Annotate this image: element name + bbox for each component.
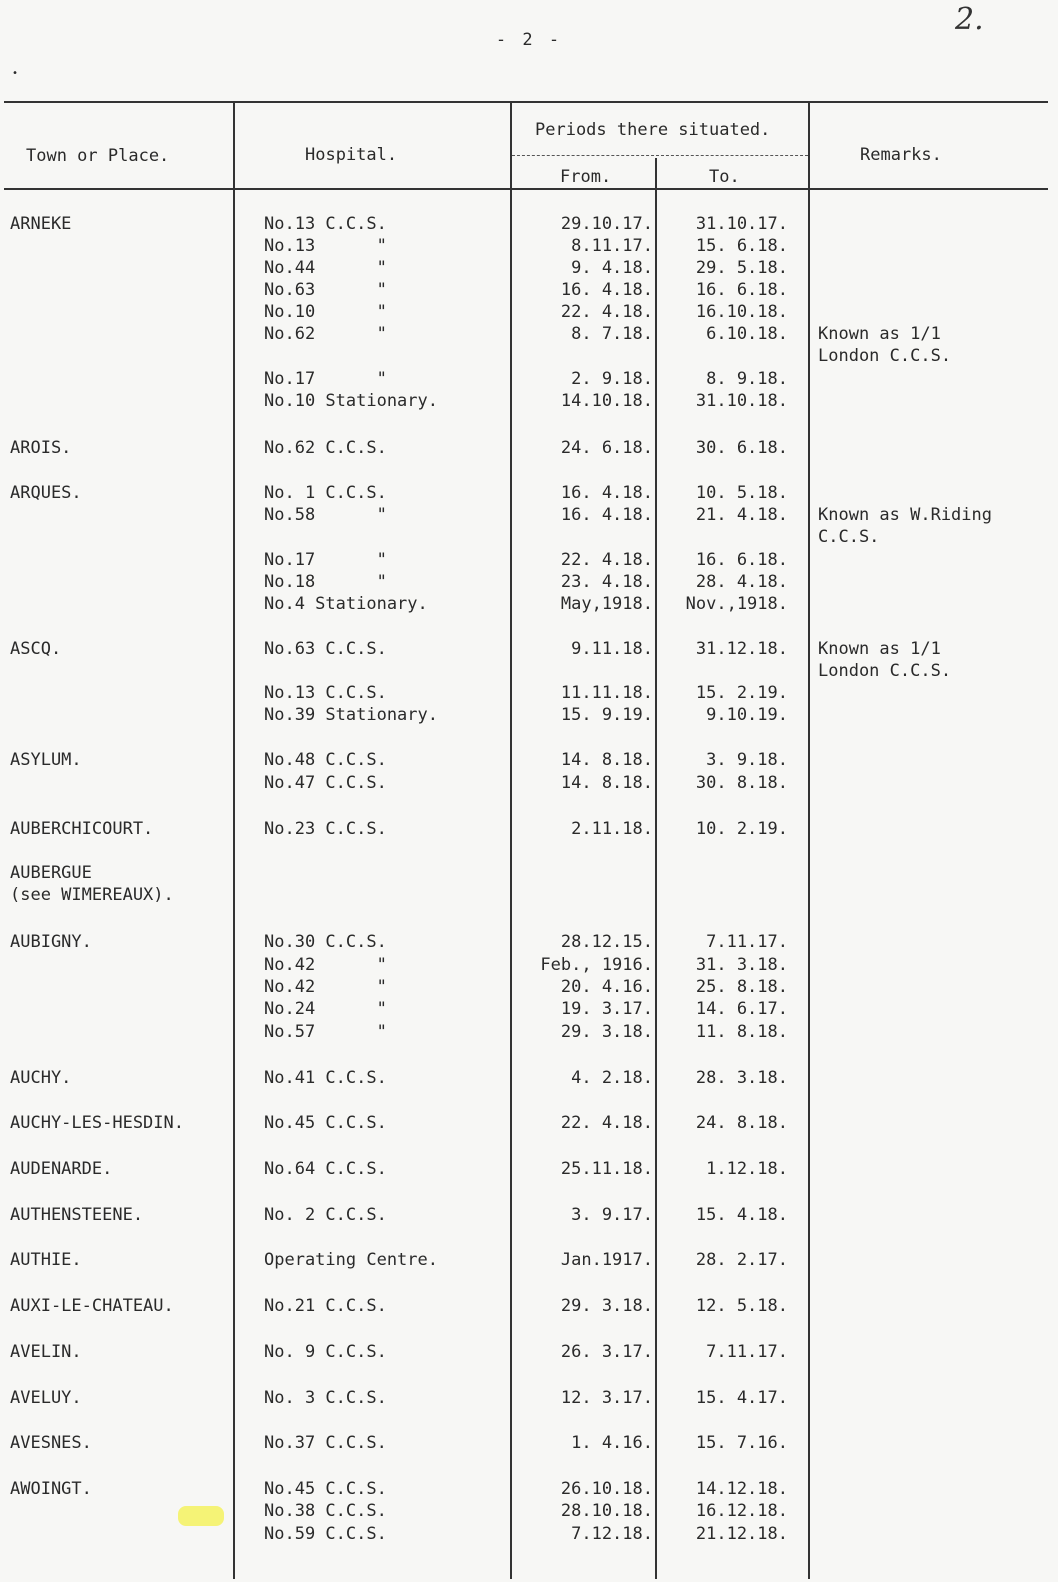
cell-hospital: No.48 C.C.S. [264,750,387,770]
cell-hospital: No.63 C.C.S. [264,639,387,659]
cell-from: 15. 9.19. [560,705,653,725]
cell-to: 16. 6.18. [695,550,788,570]
cell-to: 14. 6.17. [695,999,788,1019]
cell-to: 31.12.18. [695,639,788,659]
cell-to: 24. 8.18. [695,1113,788,1133]
cell-from: 12. 3.17. [560,1388,653,1408]
cell-hospital: No.59 C.C.S. [264,1524,387,1544]
cell-hospital: No.18 " [264,572,387,592]
cell-town: ARQUES. [10,483,82,503]
cell-hospital: No.37 C.C.S. [264,1433,387,1453]
cell-town: AVELIN. [10,1342,82,1362]
cell-to: 31. 3.18. [695,955,788,975]
page-number: - 2 - [495,30,563,50]
cell-remarks: Known as W.Riding [818,505,992,525]
cell-to: 25. 8.18. [695,977,788,997]
cell-remarks: London C.C.S. [818,346,952,366]
cell-hospital: No.24 " [264,999,387,1019]
cell-hospital: No.63 " [264,280,387,300]
table-top-rule [4,101,1048,103]
ink-speck: • [12,68,19,79]
column-divider-4 [808,101,810,1579]
cell-from: 28.12.15. [560,932,653,952]
cell-to: 31.10.18. [695,391,788,411]
cell-from: 16. 4.18. [560,483,653,503]
cell-from: 26. 3.17. [560,1342,653,1362]
cell-town: AUTHENSTEENE. [10,1205,144,1225]
cell-from: 29.10.17. [560,214,653,234]
corner-page-mark: 2. [955,2,984,37]
cell-hospital: No.10 " [264,302,387,322]
cell-from: 4. 2.18. [571,1068,653,1088]
cell-hospital: No.47 C.C.S. [264,773,387,793]
cell-from: 29. 3.18. [560,1296,653,1316]
cell-to: 15. 7.16. [695,1433,788,1453]
cell-town: AUTHIE. [10,1250,82,1270]
cell-town: AVESNES. [10,1433,92,1453]
cell-from: 8. 7.18. [571,324,653,344]
cell-from: 3. 9.17. [571,1205,653,1225]
cell-to: 10. 5.18. [695,483,788,503]
cell-to: 28. 2.17. [695,1250,788,1270]
cell-remarks: Known as 1/1 [818,639,941,659]
cell-remarks: Known as 1/1 [818,324,941,344]
cell-to: 29. 5.18. [695,258,788,278]
column-divider-1 [233,101,235,1579]
cell-hospital: Operating Centre. [264,1250,438,1270]
cell-from: 9.11.18. [571,639,653,659]
cell-from: 2. 9.18. [571,369,653,389]
cell-to: 16.12.18. [695,1501,788,1521]
cell-to: 3. 9.18. [706,750,788,770]
cell-town: AUBIGNY. [10,932,92,952]
cell-to: 15. 4.17. [695,1388,788,1408]
cell-from: 2.11.18. [571,819,653,839]
cell-to: 30. 8.18. [695,773,788,793]
cell-town: ASCQ. [10,639,62,659]
cell-hospital: No. 1 C.C.S. [264,483,387,503]
cell-from: 14.10.18. [560,391,653,411]
column-divider-3 [655,158,657,1579]
cell-from: 24. 6.18. [560,438,653,458]
cell-hospital: No.45 C.C.S. [264,1113,387,1133]
cell-to: 12. 5.18. [695,1296,788,1316]
cell-hospital: No.57 " [264,1022,387,1042]
cell-hospital: No.64 C.C.S. [264,1159,387,1179]
cell-from: 14. 8.18. [560,773,653,793]
cell-hospital: No.38 C.C.S. [264,1501,387,1521]
cell-hospital: No.21 C.C.S. [264,1296,387,1316]
header-periods: Periods there situated. [535,120,771,140]
header-town: Town or Place. [26,146,170,166]
header-from: From. [560,167,612,187]
cell-from: 22. 4.18. [560,550,653,570]
highlighter-mark [178,1506,224,1526]
cell-to: 15. 4.18. [695,1205,788,1225]
cell-town: AUCHY. [10,1068,72,1088]
cell-hospital: No.10 Stationary. [264,391,438,411]
header-remarks: Remarks. [860,145,942,165]
cell-from: 20. 4.16. [560,977,653,997]
cell-hospital: No. 9 C.C.S. [264,1342,387,1362]
cell-town: AVELUY. [10,1388,82,1408]
cell-hospital: No.23 C.C.S. [264,819,387,839]
cell-from: 9. 4.18. [571,258,653,278]
cell-hospital: No.13 " [264,236,387,256]
cell-hospital: No.42 " [264,977,387,997]
cell-hospital: No.30 C.C.S. [264,932,387,952]
header-to: To. [709,167,740,187]
cell-from: 22. 4.18. [560,302,653,322]
cell-from: Feb., 1916. [540,955,653,975]
cell-to: 8. 9.18. [706,369,788,389]
cell-to: 31.10.17. [695,214,788,234]
cell-from: 8.11.17. [571,236,653,256]
cell-to: 7.11.17. [706,1342,788,1362]
cell-from: 26.10.18. [560,1479,653,1499]
cell-from: 1. 4.16. [571,1433,653,1453]
cell-from: 29. 3.18. [560,1022,653,1042]
cell-town: ASYLUM. [10,750,82,770]
cell-town: AUBERCHICOURT. [10,819,154,839]
cell-town: AUDENARDE. [10,1159,113,1179]
periods-subheader-rule [512,155,808,156]
cell-from: 11.11.18. [560,683,653,703]
cell-from: 23. 4.18. [560,572,653,592]
cell-from: 22. 4.18. [560,1113,653,1133]
cell-hospital: No. 3 C.C.S. [264,1388,387,1408]
cell-remarks: C.C.S. [818,527,880,547]
cell-hospital: No.13 C.C.S. [264,683,387,703]
cell-hospital: No.62 " [264,324,387,344]
cell-town: AUXI-LE-CHATEAU. [10,1296,174,1316]
cell-to: 14.12.18. [695,1479,788,1499]
cell-hospital: No.41 C.C.S. [264,1068,387,1088]
cell-to: 21. 4.18. [695,505,788,525]
cell-hospital: No.39 Stationary. [264,705,438,725]
cell-from: 14. 8.18. [560,750,653,770]
cell-to: 15. 6.18. [695,236,788,256]
cell-to: 10. 2.19. [695,819,788,839]
cell-to: 15. 2.19. [695,683,788,703]
cell-hospital: No. 2 C.C.S. [264,1205,387,1225]
cell-hospital: No.4 Stationary. [264,594,428,614]
cell-town: AUBERGUE [10,863,92,883]
cell-to: 6.10.18. [706,324,788,344]
cell-hospital: No.44 " [264,258,387,278]
cell-from: 28.10.18. [560,1501,653,1521]
cell-hospital: No.17 " [264,550,387,570]
cell-hospital: No.17 " [264,369,387,389]
cell-to: 16. 6.18. [695,280,788,300]
cell-to: 1.12.18. [706,1159,788,1179]
cell-town: AWOINGT. [10,1479,92,1499]
cell-to: Nov.,1918. [685,594,788,614]
cell-to: 11. 8.18. [695,1022,788,1042]
header-bottom-rule [4,188,1048,190]
header-hospital: Hospital. [305,145,398,165]
cell-hospital: No.42 " [264,955,387,975]
cell-from: 25.11.18. [560,1159,653,1179]
cell-to: 28. 3.18. [695,1068,788,1088]
cell-from: 16. 4.18. [560,505,653,525]
cell-from: 16. 4.18. [560,280,653,300]
cell-from: Jan.1917. [560,1250,653,1270]
cell-hospital: No.45 C.C.S. [264,1479,387,1499]
cell-from: 7.12.18. [571,1524,653,1544]
cell-town: AUCHY-LES-HESDIN. [10,1113,184,1133]
cell-to: 21.12.18. [695,1524,788,1544]
cell-from: May,1918. [560,594,653,614]
cell-hospital: No.58 " [264,505,387,525]
cell-town: (see WIMEREAUX). [10,885,174,905]
cell-to: 7.11.17. [706,932,788,952]
cell-to: 9.10.19. [706,705,788,725]
cell-hospital: No.62 C.C.S. [264,438,387,458]
cell-town: AROIS. [10,438,72,458]
cell-to: 28. 4.18. [695,572,788,592]
cell-to: 30. 6.18. [695,438,788,458]
cell-to: 16.10.18. [695,302,788,322]
cell-from: 19. 3.17. [560,999,653,1019]
cell-town: ARNEKE [10,214,72,234]
cell-hospital: No.13 C.C.S. [264,214,387,234]
cell-remarks: London C.C.S. [818,661,952,681]
